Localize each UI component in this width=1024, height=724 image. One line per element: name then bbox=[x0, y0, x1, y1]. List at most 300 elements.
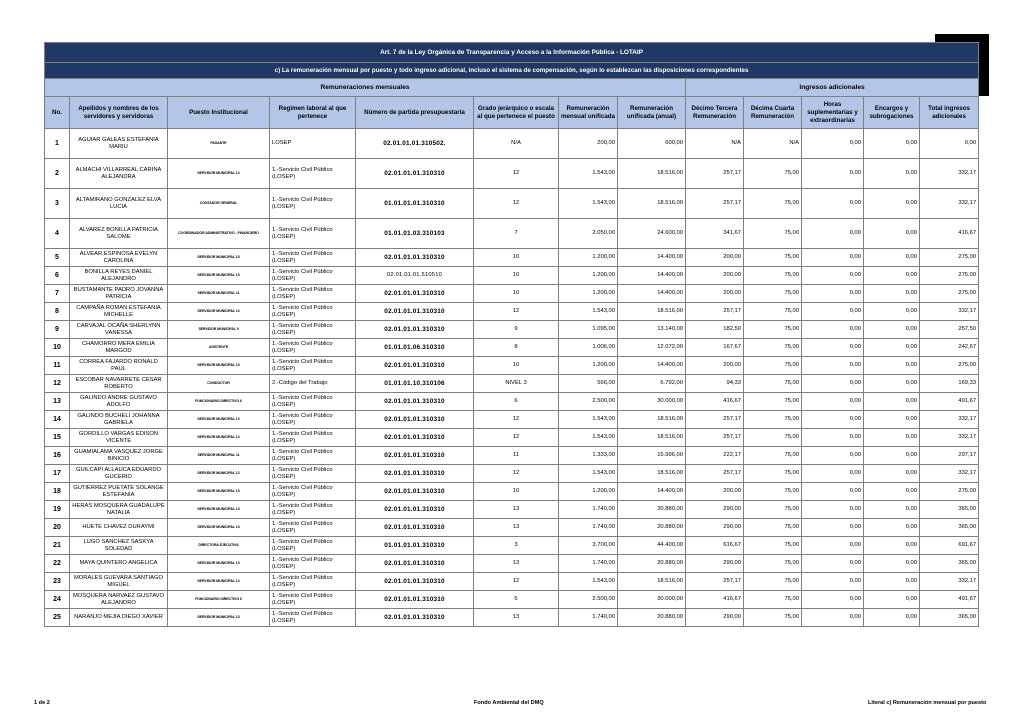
column-header-grado: Grado jerárquico o escala al que pertenece el puesto bbox=[474, 97, 559, 129]
puesto-institucional-cell: SERVIDOR MUNICIPAL 12 bbox=[168, 465, 270, 483]
encargos-subrogaciones-cell: 0,00 bbox=[864, 159, 920, 189]
partida-presupuestaria-cell: 02.01.01.01.310310 bbox=[356, 447, 474, 465]
decimo-cuarta-cell: 75,00 bbox=[744, 189, 802, 219]
puesto-institucional-cell: SERVIDOR MUNICIPAL 12 bbox=[168, 303, 270, 321]
total-ingresos-cell: 332,17 bbox=[920, 465, 979, 483]
decimo-cuarta-cell: 75,00 bbox=[744, 159, 802, 189]
decimo-cuarta-cell: 75,00 bbox=[744, 555, 802, 573]
remuneracion-mensual-cell: 1.543,00 bbox=[559, 573, 618, 591]
horas-suplementarias-cell: 0,00 bbox=[802, 573, 864, 591]
row-number-cell: 9 bbox=[45, 321, 70, 339]
grado-jerarquico-cell: 13 bbox=[474, 555, 559, 573]
partida-presupuestaria-cell: 02.01.01.01.310310 bbox=[356, 573, 474, 591]
total-ingresos-cell: 365,00 bbox=[920, 555, 979, 573]
puesto-institucional-cell: SERVIDOR MUNICIPAL 13 bbox=[168, 555, 270, 573]
table-row bbox=[45, 219, 979, 249]
regimen-laboral-cell: 1.-Servicio Civil Público (LOSEP) bbox=[270, 339, 356, 357]
puesto-institucional-cell: CONTADOR GENERAL bbox=[168, 189, 270, 219]
total-ingresos-cell: 332,17 bbox=[920, 411, 979, 429]
horas-suplementarias-cell: 0,00 bbox=[802, 591, 864, 609]
puesto-institucional-cell: CONDUCTOR bbox=[168, 375, 270, 393]
decimo-tercera-cell: 257,17 bbox=[686, 189, 744, 219]
decimo-cuarta-cell: 75,00 bbox=[744, 357, 802, 375]
total-ingresos-cell: 365,00 bbox=[920, 501, 979, 519]
total-ingresos-cell: 242,67 bbox=[920, 339, 979, 357]
decimo-tercera-cell: 167,67 bbox=[686, 339, 744, 357]
regimen-laboral-cell: 1.-Servicio Civil Público (LOSEP) bbox=[270, 501, 356, 519]
remuneracion-anual-cell: 18.516,00 bbox=[618, 429, 686, 447]
decimo-cuarta-cell: 75,00 bbox=[744, 321, 802, 339]
decimo-tercera-cell: 416,67 bbox=[686, 591, 744, 609]
column-header-regimen: Regimen laboral al que pertenece bbox=[270, 97, 356, 129]
decimo-cuarta-cell: 75,00 bbox=[744, 249, 802, 267]
decimo-tercera-cell: 416,67 bbox=[686, 393, 744, 411]
decimo-tercera-cell: 182,50 bbox=[686, 321, 744, 339]
encargos-subrogaciones-cell: 0,00 bbox=[864, 267, 920, 285]
grado-jerarquico-cell: 12 bbox=[474, 159, 559, 189]
partida-presupuestaria-cell: 02.01.01.01.310310 bbox=[356, 501, 474, 519]
column-header-decimo-cuarta: Décima Cuarta Remuneración bbox=[744, 97, 802, 129]
table-row bbox=[45, 267, 979, 285]
encargos-subrogaciones-cell: 0,00 bbox=[864, 339, 920, 357]
footer-page-number: 1 de 2 bbox=[34, 700, 50, 706]
table-row bbox=[45, 393, 979, 411]
partida-presupuestaria-cell: 01.01.01.06.310310 bbox=[356, 339, 474, 357]
row-number-cell: 6 bbox=[45, 267, 70, 285]
row-number-cell: 11 bbox=[45, 357, 70, 375]
encargos-subrogaciones-cell: 0,00 bbox=[864, 591, 920, 609]
row-number-cell: 17 bbox=[45, 465, 70, 483]
grado-jerarquico-cell: 12 bbox=[474, 465, 559, 483]
table-body bbox=[45, 129, 979, 627]
horas-suplementarias-cell: 0,00 bbox=[802, 447, 864, 465]
encargos-subrogaciones-cell: 0,00 bbox=[864, 501, 920, 519]
encargos-subrogaciones-cell: 0,00 bbox=[864, 411, 920, 429]
decimo-cuarta-cell: 75,00 bbox=[744, 465, 802, 483]
decimo-tercera-cell: 257,17 bbox=[686, 303, 744, 321]
puesto-institucional-cell: SERVIDOR MUNICIPAL 11 bbox=[168, 285, 270, 303]
total-ingresos-cell: 365,00 bbox=[920, 609, 979, 627]
partida-presupuestaria-cell: 01.01.01.01.310310 bbox=[356, 537, 474, 555]
partida-presupuestaria-cell: 02.01.01.01.310310 bbox=[356, 249, 474, 267]
partida-presupuestaria-cell: 02.01.01.01.310310 bbox=[356, 159, 474, 189]
total-ingresos-cell: 275,00 bbox=[920, 483, 979, 501]
regimen-laboral-cell: 1.-Servicio Civil Público (LOSEP) bbox=[270, 285, 356, 303]
regimen-laboral-cell: 1.-Servicio Civil Público (LOSEP) bbox=[270, 447, 356, 465]
decimo-tercera-cell: 257,17 bbox=[686, 429, 744, 447]
decimo-cuarta-cell: 75,00 bbox=[744, 393, 802, 411]
decimo-tercera-cell: 257,17 bbox=[686, 411, 744, 429]
table-row bbox=[45, 321, 979, 339]
servidor-name-cell: MAYA QUINTERO ANGELICA bbox=[70, 555, 168, 573]
column-header-decimo-tercera: Décimo Tercera Remuneración bbox=[686, 97, 744, 129]
table-row bbox=[45, 591, 979, 609]
grado-jerarquico-cell: 10 bbox=[474, 483, 559, 501]
total-ingresos-cell: 491,67 bbox=[920, 393, 979, 411]
grado-jerarquico-cell: 12 bbox=[474, 411, 559, 429]
total-ingresos-cell: 275,00 bbox=[920, 249, 979, 267]
puesto-institucional-cell: SERVIDOR MUNICIPAL 11 bbox=[168, 447, 270, 465]
encargos-subrogaciones-cell: 0,00 bbox=[864, 447, 920, 465]
horas-suplementarias-cell: 0,00 bbox=[802, 159, 864, 189]
decimo-cuarta-cell: 75,00 bbox=[744, 411, 802, 429]
remuneracion-mensual-cell: 1.543,00 bbox=[559, 159, 618, 189]
table-row bbox=[45, 375, 979, 393]
servidor-name-cell: CARVAJAL OCAÑA SHERLYNN VANESSA bbox=[70, 321, 168, 339]
remuneracion-mensual-cell: 2.500,00 bbox=[559, 591, 618, 609]
remuneracion-mensual-cell: 200,00 bbox=[559, 129, 618, 159]
remuneracion-anual-cell: 13.140,00 bbox=[618, 321, 686, 339]
puesto-institucional-cell: DIRECTORA EJECUTIVA bbox=[168, 537, 270, 555]
decimo-tercera-cell: 257,17 bbox=[686, 573, 744, 591]
remuneracion-anual-cell: 12.072,00 bbox=[618, 339, 686, 357]
row-number-cell: 2 bbox=[45, 159, 70, 189]
puesto-institucional-cell: SERVIDOR MUNICIPAL 13 bbox=[168, 519, 270, 537]
remuneracion-mensual-cell: 1.543,00 bbox=[559, 411, 618, 429]
horas-suplementarias-cell: 0,00 bbox=[802, 267, 864, 285]
puesto-institucional-cell: ASISTENTE bbox=[168, 339, 270, 357]
partida-presupuestaria-cell: 02.01.01.01.310310 bbox=[356, 285, 474, 303]
encargos-subrogaciones-cell: 0,00 bbox=[864, 609, 920, 627]
table-title: Art. 7 de la Ley Orgánica de Transparencia y Acceso a la Información Pública - LOTAIP bbox=[45, 43, 979, 63]
partida-presupuestaria-cell: 02.01.01.01.310310 bbox=[356, 321, 474, 339]
total-ingresos-cell: 275,00 bbox=[920, 267, 979, 285]
decimo-tercera-cell: 200,00 bbox=[686, 285, 744, 303]
table-row bbox=[45, 411, 979, 429]
column-header-nombres: Apellidos y nombres de los servidores y servidoras bbox=[70, 97, 168, 129]
decimo-cuarta-cell: 75,00 bbox=[744, 483, 802, 501]
remuneracion-mensual-cell: 1.200,00 bbox=[559, 267, 618, 285]
regimen-laboral-cell: 1.-Servicio Civil Público (LOSEP) bbox=[270, 429, 356, 447]
regimen-laboral-cell: 1.-Servicio Civil Público (LOSEP) bbox=[270, 249, 356, 267]
regimen-laboral-cell: 1.-Servicio Civil Público (LOSEP) bbox=[270, 303, 356, 321]
decimo-cuarta-cell: 75,00 bbox=[744, 219, 802, 249]
remuneracion-anual-cell: 30.000,00 bbox=[618, 393, 686, 411]
total-ingresos-cell: 691,67 bbox=[920, 537, 979, 555]
total-ingresos-cell: 169,33 bbox=[920, 375, 979, 393]
remuneration-table bbox=[44, 42, 979, 627]
encargos-subrogaciones-cell: 0,00 bbox=[864, 573, 920, 591]
partida-presupuestaria-cell: 02.01.01.01.310310 bbox=[356, 357, 474, 375]
encargos-subrogaciones-cell: 0,00 bbox=[864, 129, 920, 159]
puesto-institucional-cell: SERVIDOR MUNICIPAL 12 bbox=[168, 159, 270, 189]
servidor-name-cell: ESCOBAR NAVARRETE CESAR ROBERTO bbox=[70, 375, 168, 393]
row-number-cell: 3 bbox=[45, 189, 70, 219]
remuneracion-anual-cell: 18.516,00 bbox=[618, 159, 686, 189]
servidor-name-cell: ALVEAR ESPINOSA EVELYN CAROLINA bbox=[70, 249, 168, 267]
servidor-name-cell: GORDILLO VARGAS EDISON VICENTE bbox=[70, 429, 168, 447]
decimo-cuarta-cell: 75,00 bbox=[744, 537, 802, 555]
partida-presupuestaria-cell: 02.01.01.01.310310 bbox=[356, 483, 474, 501]
regimen-laboral-cell: 1.-Servicio Civil Público (LOSEP) bbox=[270, 393, 356, 411]
servidor-name-cell: NARANJO MEJIA DIEGO XAVIER bbox=[70, 609, 168, 627]
grado-jerarquico-cell: 6 bbox=[474, 591, 559, 609]
partida-presupuestaria-cell: 02.01.01.01.310310 bbox=[356, 519, 474, 537]
row-number-cell: 24 bbox=[45, 591, 70, 609]
remuneracion-anual-cell: 18.516,00 bbox=[618, 303, 686, 321]
regimen-laboral-cell: 1.-Servicio Civil Público (LOSEP) bbox=[270, 519, 356, 537]
remuneracion-anual-cell: 18.516,00 bbox=[618, 189, 686, 219]
grado-jerarquico-cell: 13 bbox=[474, 519, 559, 537]
encargos-subrogaciones-cell: 0,00 bbox=[864, 285, 920, 303]
regimen-laboral-cell: LOSEP bbox=[270, 129, 356, 159]
decimo-cuarta-cell: 75,00 bbox=[744, 339, 802, 357]
servidor-name-cell: BUSTAMANTE PADRO JOVANNA PATRICIA bbox=[70, 285, 168, 303]
horas-suplementarias-cell: 0,00 bbox=[802, 411, 864, 429]
partida-presupuestaria-cell: 01.01.01.10.310106 bbox=[356, 375, 474, 393]
decimo-tercera-cell: 257,17 bbox=[686, 159, 744, 189]
footer-institution: Fondo Ambiental del DMQ bbox=[474, 700, 544, 706]
horas-suplementarias-cell: 0,00 bbox=[802, 219, 864, 249]
decimo-cuarta-cell: 75,00 bbox=[744, 267, 802, 285]
remuneracion-anual-cell: 14.400,00 bbox=[618, 357, 686, 375]
grado-jerarquico-cell: NIVEL 3 bbox=[474, 375, 559, 393]
row-number-cell: 7 bbox=[45, 285, 70, 303]
servidor-name-cell: GUAMIALAMA VASQUEZ JORGE BINICIO bbox=[70, 447, 168, 465]
encargos-subrogaciones-cell: 0,00 bbox=[864, 393, 920, 411]
row-number-cell: 22 bbox=[45, 555, 70, 573]
partida-presupuestaria-cell: 01.01.01.03.310103 bbox=[356, 219, 474, 249]
total-ingresos-cell: 332,17 bbox=[920, 159, 979, 189]
remuneracion-anual-cell: 20.880,00 bbox=[618, 555, 686, 573]
servidor-name-cell: CHAMORRO MERA EMILIA MARGOD bbox=[70, 339, 168, 357]
remuneracion-mensual-cell: 1.543,00 bbox=[559, 465, 618, 483]
horas-suplementarias-cell: 0,00 bbox=[802, 303, 864, 321]
remuneracion-mensual-cell: 1.740,00 bbox=[559, 609, 618, 627]
remuneracion-mensual-cell: 1.740,00 bbox=[559, 519, 618, 537]
remuneracion-anual-cell: 14.400,00 bbox=[618, 483, 686, 501]
horas-suplementarias-cell: 0,00 bbox=[802, 129, 864, 159]
horas-suplementarias-cell: 0,00 bbox=[802, 189, 864, 219]
total-ingresos-cell: 332,17 bbox=[920, 429, 979, 447]
puesto-institucional-cell: SERVIDOR MUNICIPAL 13 bbox=[168, 609, 270, 627]
remuneracion-mensual-cell: 1.333,00 bbox=[559, 447, 618, 465]
table-row bbox=[45, 537, 979, 555]
remuneracion-anual-cell: 30.000,00 bbox=[618, 591, 686, 609]
decimo-tercera-cell: N/A bbox=[686, 129, 744, 159]
remuneracion-mensual-cell: 1.200,00 bbox=[559, 285, 618, 303]
total-ingresos-cell: 416,67 bbox=[920, 219, 979, 249]
grado-jerarquico-cell: 10 bbox=[474, 267, 559, 285]
table-row bbox=[45, 159, 979, 189]
remuneracion-mensual-cell: 1.543,00 bbox=[559, 189, 618, 219]
column-header-no: No. bbox=[45, 97, 70, 129]
grado-jerarquico-cell: 12 bbox=[474, 573, 559, 591]
remuneracion-mensual-cell: 1.543,00 bbox=[559, 303, 618, 321]
horas-suplementarias-cell: 0,00 bbox=[802, 537, 864, 555]
partida-presupuestaria-cell: 02.01.01.01.310310 bbox=[356, 303, 474, 321]
puesto-institucional-cell: COORDINADOR ADMINISTRATIVO - FINANCIERO bbox=[168, 219, 270, 249]
servidor-name-cell: CAMPAÑA ROMAN ESTEFANIA MICHELLE bbox=[70, 303, 168, 321]
grado-jerarquico-cell: 10 bbox=[474, 357, 559, 375]
encargos-subrogaciones-cell: 0,00 bbox=[864, 321, 920, 339]
total-ingresos-cell: 275,00 bbox=[920, 357, 979, 375]
puesto-institucional-cell: SERVIDOR MUNICIPAL 9 bbox=[168, 321, 270, 339]
encargos-subrogaciones-cell: 0,00 bbox=[864, 465, 920, 483]
column-header-puesto: Puesto Institucional bbox=[168, 97, 270, 129]
remuneracion-mensual-cell: 1.200,00 bbox=[559, 357, 618, 375]
table-subtitle: c) La remuneración mensual por puesto y todo ingreso adicional, incluso el sistema de compensación, según lo establezcan las disposiciones correspondientes bbox=[45, 63, 979, 79]
servidor-name-cell: GUILCAPI ALLAUCA EDUARDO GUCERIO bbox=[70, 465, 168, 483]
remuneracion-anual-cell: 14.400,00 bbox=[618, 249, 686, 267]
remuneracion-anual-cell: 18.516,00 bbox=[618, 573, 686, 591]
servidor-name-cell: ALVAREZ BONILLA PATRICIA SALOME bbox=[70, 219, 168, 249]
table-row bbox=[45, 129, 979, 159]
grado-jerarquico-cell: 12 bbox=[474, 429, 559, 447]
remuneracion-anual-cell: 24.600,00 bbox=[618, 219, 686, 249]
table-row bbox=[45, 357, 979, 375]
remuneracion-anual-cell: 44.400,00 bbox=[618, 537, 686, 555]
decimo-tercera-cell: 257,17 bbox=[686, 465, 744, 483]
horas-suplementarias-cell: 0,00 bbox=[802, 483, 864, 501]
remuneracion-anual-cell: 20.880,00 bbox=[618, 609, 686, 627]
row-number-cell: 20 bbox=[45, 519, 70, 537]
puesto-institucional-cell: SERVIDOR MUNICIPAL 10 bbox=[168, 483, 270, 501]
decimo-tercera-cell: 290,00 bbox=[686, 609, 744, 627]
decimo-tercera-cell: 290,00 bbox=[686, 501, 744, 519]
remuneracion-anual-cell: 20.880,00 bbox=[618, 501, 686, 519]
partida-presupuestaria-cell: 02.01.01.01.310310 bbox=[356, 609, 474, 627]
remuneracion-anual-cell: 600,00 bbox=[618, 129, 686, 159]
puesto-institucional-cell: FUNCIONARIO DIRECTIVO 6 bbox=[168, 393, 270, 411]
horas-suplementarias-cell: 0,00 bbox=[802, 249, 864, 267]
table-row bbox=[45, 447, 979, 465]
partida-presupuestaria-cell: 02.01.01.01.510510 bbox=[356, 267, 474, 285]
servidor-name-cell: GALINDO ANDRE GUSTAVO ADOLFO bbox=[70, 393, 168, 411]
servidor-name-cell: MORALES GUEVARA SANTIAGO MIGUEL bbox=[70, 573, 168, 591]
column-header-rmu: Remuneración mensual unificada bbox=[559, 97, 618, 129]
total-ingresos-cell: 332,17 bbox=[920, 303, 979, 321]
partida-presupuestaria-cell: 02.01.01.01.310502. bbox=[356, 129, 474, 159]
table-row bbox=[45, 483, 979, 501]
total-ingresos-cell: 297,17 bbox=[920, 447, 979, 465]
decimo-cuarta-cell: 75,00 bbox=[744, 303, 802, 321]
encargos-subrogaciones-cell: 0,00 bbox=[864, 429, 920, 447]
column-header-total: Total ingresos adicionales bbox=[920, 97, 979, 129]
puesto-institucional-cell: SERVIDOR MUNICIPAL 12 bbox=[168, 411, 270, 429]
regimen-laboral-cell: 1.-Servicio Civil Público (LOSEP) bbox=[270, 591, 356, 609]
remuneracion-mensual-cell: 1.200,00 bbox=[559, 483, 618, 501]
footer-literal: Literal c) Remuneración mensual por puesto bbox=[868, 700, 987, 706]
horas-suplementarias-cell: 0,00 bbox=[802, 609, 864, 627]
horas-suplementarias-cell: 0,00 bbox=[802, 357, 864, 375]
total-ingresos-cell: 0,00 bbox=[920, 129, 979, 159]
partida-presupuestaria-cell: 02.01.01.01.310310 bbox=[356, 591, 474, 609]
total-ingresos-cell: 332,17 bbox=[920, 189, 979, 219]
remuneracion-mensual-cell: 2.050,00 bbox=[559, 219, 618, 249]
puesto-institucional-cell: SERVIDOR MUNICIPAL 10 bbox=[168, 249, 270, 267]
horas-suplementarias-cell: 0,00 bbox=[802, 321, 864, 339]
remuneracion-mensual-cell: 3.700,00 bbox=[559, 537, 618, 555]
remuneracion-anual-cell: 14.400,00 bbox=[618, 267, 686, 285]
decimo-cuarta-cell: 75,00 bbox=[744, 429, 802, 447]
total-ingresos-cell: 332,17 bbox=[920, 573, 979, 591]
encargos-subrogaciones-cell: 0,00 bbox=[864, 483, 920, 501]
table-row bbox=[45, 519, 979, 537]
remuneracion-mensual-cell: 1.006,00 bbox=[559, 339, 618, 357]
servidor-name-cell: HERAS MOSQUERA GUADALUPE NATALIA bbox=[70, 501, 168, 519]
regimen-laboral-cell: 1.-Servicio Civil Público (LOSEP) bbox=[270, 321, 356, 339]
encargos-subrogaciones-cell: 0,00 bbox=[864, 537, 920, 555]
remuneracion-mensual-cell: 1.543,00 bbox=[559, 429, 618, 447]
encargos-subrogaciones-cell: 0,00 bbox=[864, 303, 920, 321]
grado-jerarquico-cell: 10 bbox=[474, 249, 559, 267]
encargos-subrogaciones-cell: 0,00 bbox=[864, 375, 920, 393]
remuneracion-anual-cell: 20.880,00 bbox=[618, 519, 686, 537]
regimen-laboral-cell: 1.-Servicio Civil Público (LOSEP) bbox=[270, 411, 356, 429]
table-row bbox=[45, 609, 979, 627]
encargos-subrogaciones-cell: 0,00 bbox=[864, 357, 920, 375]
grado-jerarquico-cell: N/A bbox=[474, 129, 559, 159]
partida-presupuestaria-cell: 02.01.01.01.310310 bbox=[356, 555, 474, 573]
remuneracion-anual-cell: 14.400,00 bbox=[618, 285, 686, 303]
row-number-cell: 21 bbox=[45, 537, 70, 555]
encargos-subrogaciones-cell: 0,00 bbox=[864, 219, 920, 249]
decimo-tercera-cell: 94,33 bbox=[686, 375, 744, 393]
servidor-name-cell: MOSQUERA NARVAEZ GUSTAVO ALEJANDRO bbox=[70, 591, 168, 609]
partida-presupuestaria-cell: 02.01.01.01.310310 bbox=[356, 393, 474, 411]
puesto-institucional-cell: SERVIDOR MUNICIPAL 10 bbox=[168, 357, 270, 375]
table-row bbox=[45, 189, 979, 219]
regimen-laboral-cell: 1.-Servicio Civil Público (LOSEP) bbox=[270, 159, 356, 189]
decimo-cuarta-cell: N/A bbox=[744, 129, 802, 159]
encargos-subrogaciones-cell: 0,00 bbox=[864, 555, 920, 573]
decimo-tercera-cell: 341,67 bbox=[686, 219, 744, 249]
remuneracion-mensual-cell: 1.095,00 bbox=[559, 321, 618, 339]
remuneracion-anual-cell: 18.516,00 bbox=[618, 411, 686, 429]
grado-jerarquico-cell: 10 bbox=[474, 285, 559, 303]
regimen-laboral-cell: 1.-Servicio Civil Público (LOSEP) bbox=[270, 267, 356, 285]
grado-jerarquico-cell: 12 bbox=[474, 303, 559, 321]
table-row bbox=[45, 573, 979, 591]
regimen-laboral-cell: 1.-Servicio Civil Público (LOSEP) bbox=[270, 537, 356, 555]
table-row bbox=[45, 339, 979, 357]
partida-presupuestaria-cell: 02.01.01.01.310310 bbox=[356, 411, 474, 429]
servidor-name-cell: HUETE CHAVEZ DURAYMI bbox=[70, 519, 168, 537]
decimo-tercera-cell: 200,00 bbox=[686, 483, 744, 501]
encargos-subrogaciones-cell: 0,00 bbox=[864, 189, 920, 219]
horas-suplementarias-cell: 0,00 bbox=[802, 519, 864, 537]
horas-suplementarias-cell: 0,00 bbox=[802, 465, 864, 483]
remuneracion-mensual-cell: 2.500,00 bbox=[559, 393, 618, 411]
row-number-cell: 5 bbox=[45, 249, 70, 267]
regimen-laboral-cell: 1.-Servicio Civil Público (LOSEP) bbox=[270, 483, 356, 501]
puesto-institucional-cell: SERVIDOR MUNICIPAL 12 bbox=[168, 429, 270, 447]
column-header-horas: Horas suplementarias y extraordinarias bbox=[802, 97, 864, 129]
row-number-cell: 23 bbox=[45, 573, 70, 591]
row-number-cell: 12 bbox=[45, 375, 70, 393]
remuneracion-mensual-cell: 1.740,00 bbox=[559, 501, 618, 519]
group-remuneraciones-mensuales: Remuneraciones mensuales bbox=[45, 79, 686, 97]
servidor-name-cell: BONILLA REYES DANIEL ALEJANDRO bbox=[70, 267, 168, 285]
decimo-tercera-cell: 200,00 bbox=[686, 249, 744, 267]
partida-presupuestaria-cell: 02.01.01.01.310310 bbox=[356, 429, 474, 447]
servidor-name-cell: GALINDO BUCHELI JOHANNA GABRIELA bbox=[70, 411, 168, 429]
regimen-laboral-cell: 1.-Servicio Civil Público (LOSEP) bbox=[270, 189, 356, 219]
servidor-name-cell: ALMACHI VILLARREAL CARINA ALEJANDRA bbox=[70, 159, 168, 189]
puesto-institucional-cell: SERVIDOR MUNICIPAL 12 bbox=[168, 573, 270, 591]
servidor-name-cell: ALTAMIRANO GONZALEZ ELVA LUCIA bbox=[70, 189, 168, 219]
column-header-partida: Número de partida presupuestaria bbox=[356, 97, 474, 129]
decimo-cuarta-cell: 75,00 bbox=[744, 519, 802, 537]
column-header-encargos: Encargos y subrogaciones bbox=[864, 97, 920, 129]
row-number-cell: 15 bbox=[45, 429, 70, 447]
table-row bbox=[45, 429, 979, 447]
grado-jerarquico-cell: 9 bbox=[474, 321, 559, 339]
decimo-cuarta-cell: 75,00 bbox=[744, 609, 802, 627]
puesto-institucional-cell: FUNCIONARIO DIRECTIVO 6 bbox=[168, 591, 270, 609]
regimen-laboral-cell: 1.-Servicio Civil Público (LOSEP) bbox=[270, 609, 356, 627]
